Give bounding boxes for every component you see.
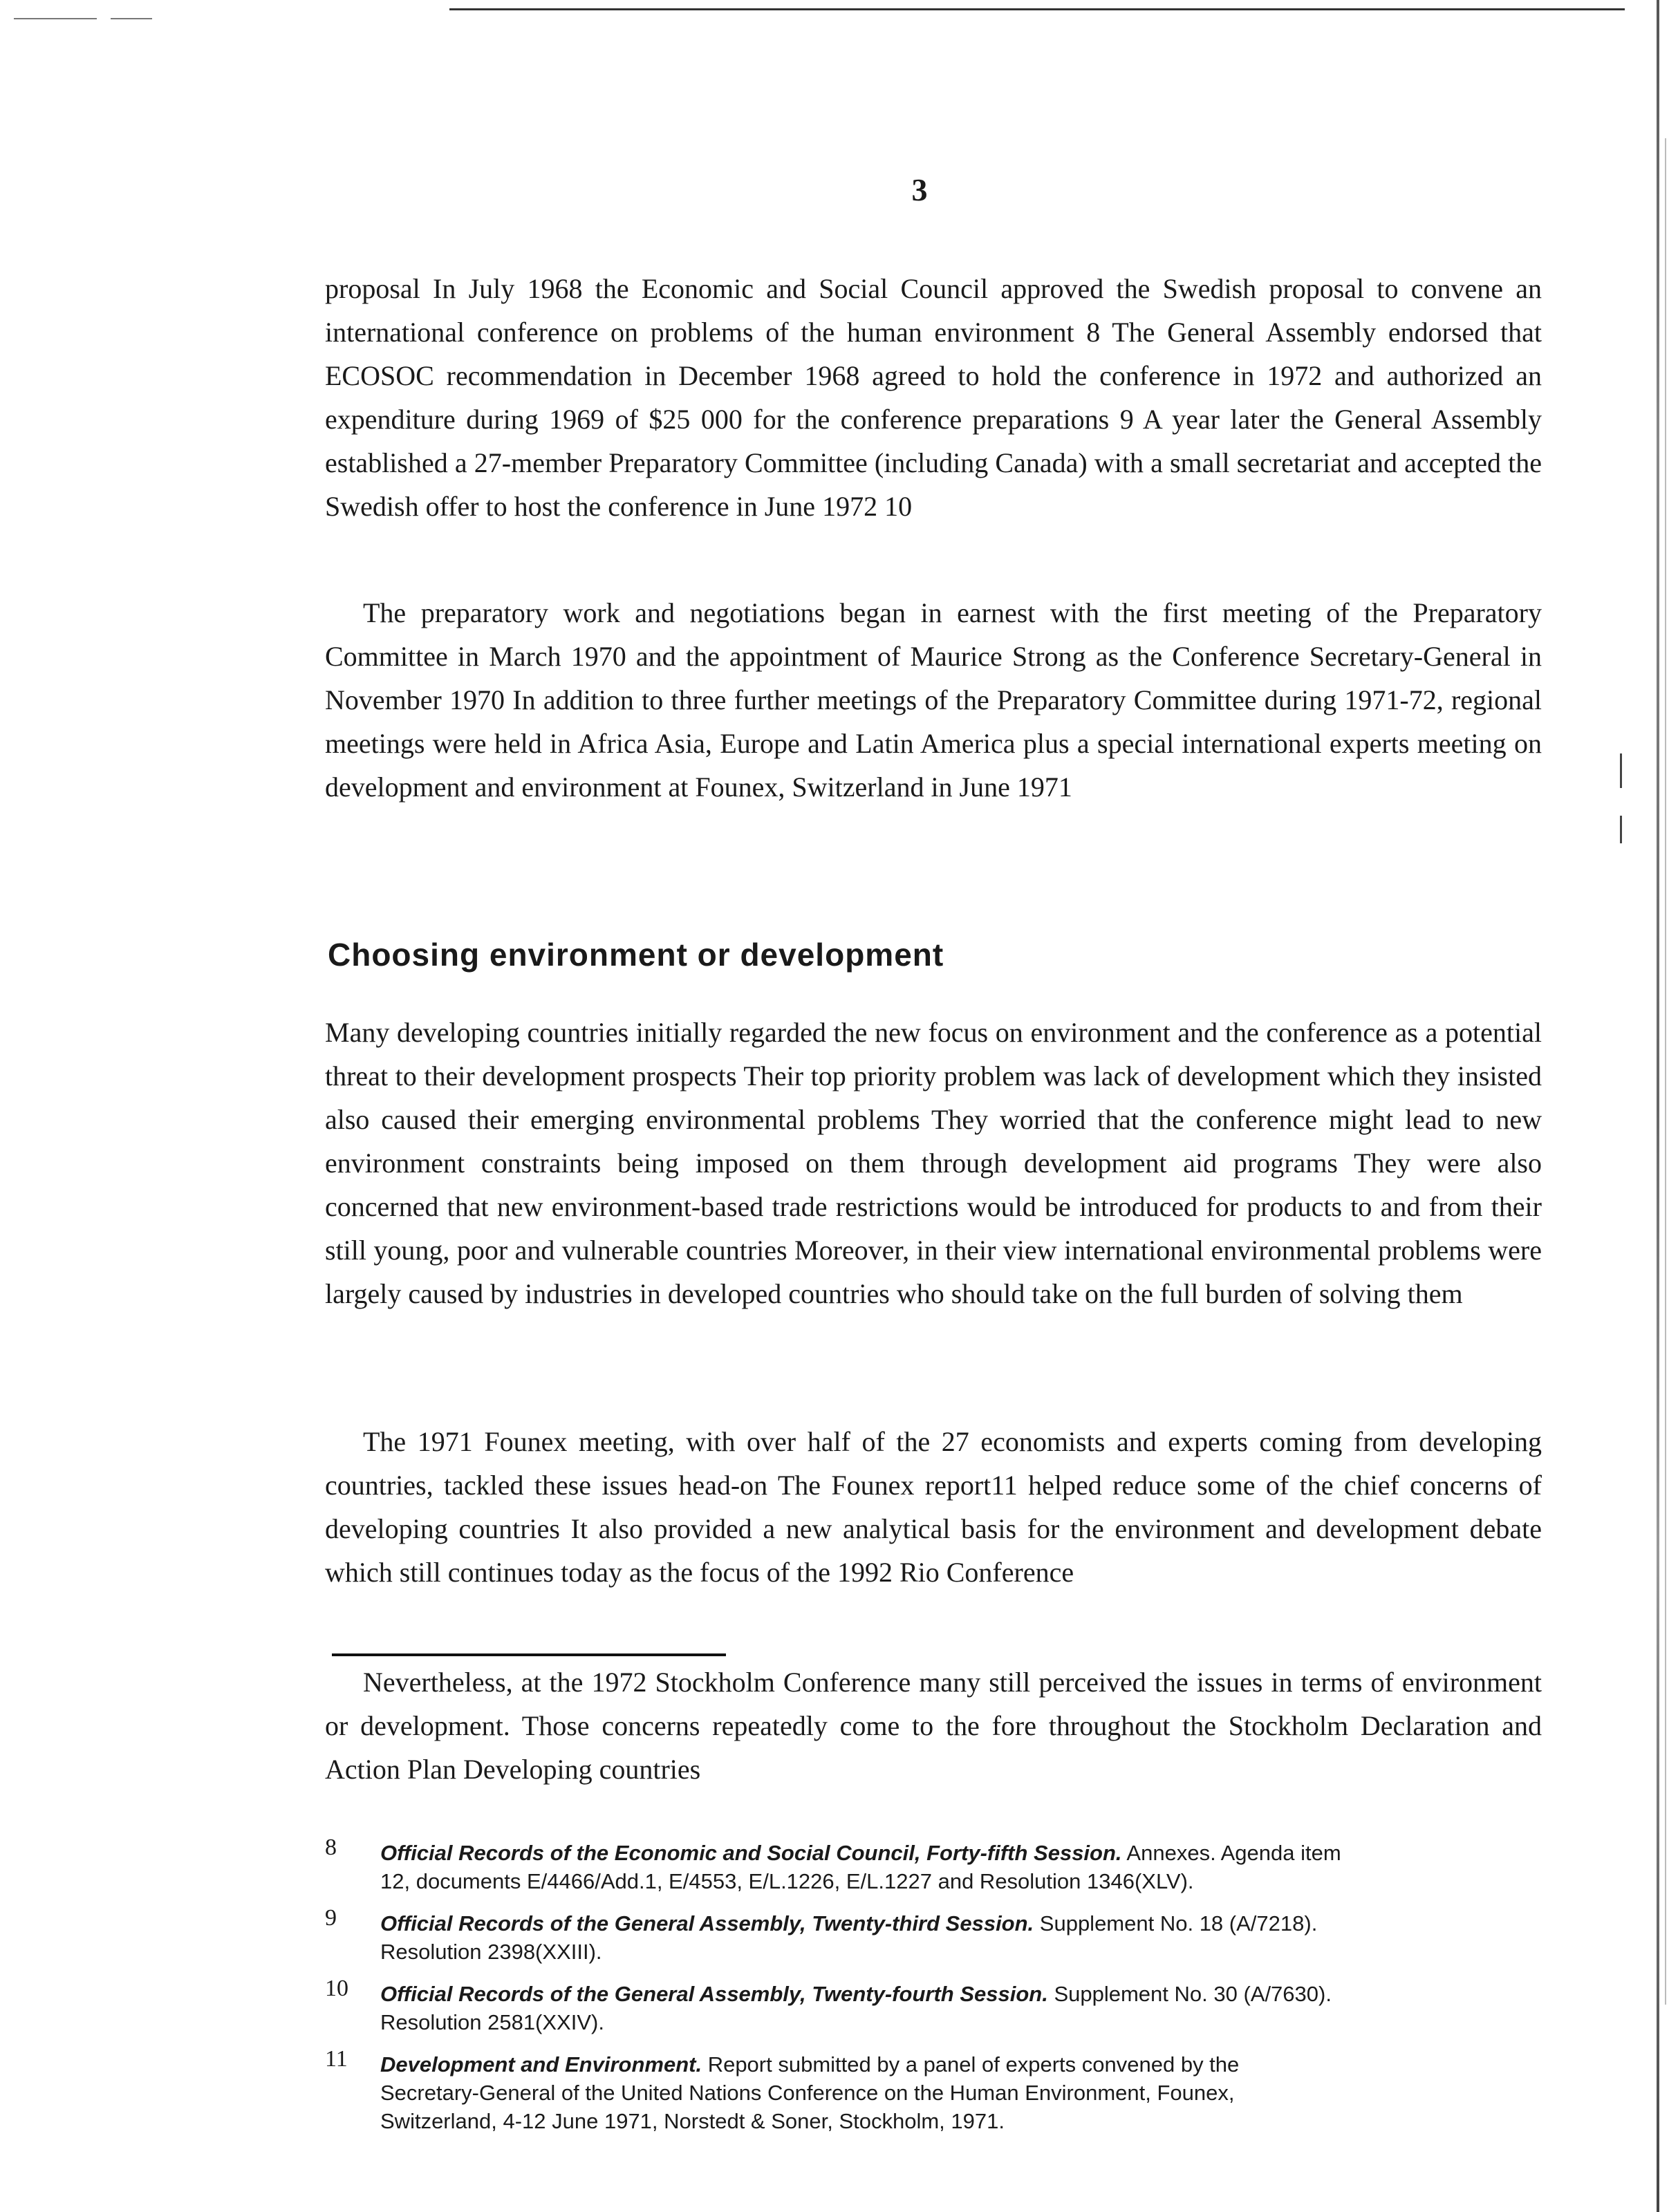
scan-speck xyxy=(14,18,97,19)
scan-artifact-line xyxy=(449,8,1625,10)
scan-right-edge xyxy=(1644,0,1678,2212)
footnotes xyxy=(325,1835,1549,2149)
footnote-source: Official Records of the Economic and Social Council, Forty-fifth Session. xyxy=(380,1841,1122,1865)
body-paragraph: The preparatory work and negotiations began in earnest with the first meeting of the Preparatory Committee in March 1970 and the appointment of Maurice Strong as the Conference Secretary-General in November 1970 In addition to three further meetings of the Preparatory Committee during 1971-72, regional meetings were held in Africa Asia, Europe and Latin America plus a special international experts meeting on development and environment at Founex, Switzerland in June 1971 xyxy=(325,597,1542,803)
footnote-source: Development and Environment. xyxy=(380,2052,702,2077)
footnote-source: Official Records of the General Assembly, Twenty-fourth Session. xyxy=(380,1982,1048,2006)
body-paragraph: Nevertheless, at the 1972 Stockholm Conference many still perceived the issues in terms of environment or development. Those concerns repeatedly come to the fore throughout the Stockholm Declaration and Action Plan Developing countries xyxy=(325,1667,1542,1785)
footnote xyxy=(325,1905,1549,1966)
footnote-details: Supplement No. 18 (A/7218). Resolution 2398(XXIII). xyxy=(380,1911,1318,1964)
footnote-details: Supplement No. 30 (A/7630). Resolution 2581(XXIV). xyxy=(380,1982,1332,2034)
footnote-details: Report submitted by a panel of experts convened by the Secretary-General of the United Nations Conference on the Human Environment, Founex, Switzerland, 4-12 June 1971, Norstedt & Soner, Stockholm, 1971. xyxy=(380,2052,1240,2133)
footnote-number: 11 xyxy=(325,2046,348,2072)
page-edge-shadow xyxy=(1657,0,1659,2212)
footnote-number: 9 xyxy=(325,1905,337,1931)
page-number: 3 xyxy=(911,172,928,207)
footnote-details: Annexes. Agenda item 12, documents E/4466/Add.1, E/4553, E/L.1226, E/L.1227 and Resolution 1346(XLV). xyxy=(380,1841,1341,1893)
footnote xyxy=(325,2046,1549,2135)
body-paragraph: The 1971 Founex meeting, with over half of the 27 economists and experts coming from developing countries, tackled these issues head-on The Founex report11 helped reduce some of the chief concerns of developing countries It also provided a new analytical basis for the environment and development debate which still continues today as the focus of the 1992 Rio Conference xyxy=(325,1426,1542,1588)
footnote-separator xyxy=(332,1653,726,1656)
page-edge-shadow xyxy=(1665,138,1666,2005)
margin-mark xyxy=(1620,753,1622,788)
body-paragraph: Many developing countries initially regarded the new focus on environment and the conference as a potential threat to their development prospects Their top priority problem was lack of development which they insisted also caused their emerging environmental problems They worried that the conference might lead to new environment constraints being imposed on them through development aid programs They were also concerned that new environment-based trade restrictions would be introduced for products to and from their still young, poor and vulnerable countries Moreover, in their view international environmental problems were largely caused by industries in developed countries who should take on the full burden of solving them xyxy=(325,1017,1542,1309)
scan-top-edge xyxy=(0,0,1639,30)
section-heading: Choosing environment or development xyxy=(328,937,944,973)
footnote-number: 10 xyxy=(325,1976,348,2001)
footnote-source: Official Records of the General Assembly, Twenty-third Session. xyxy=(380,1911,1034,1936)
footnote-number: 8 xyxy=(325,1835,337,1860)
margin-mark xyxy=(1620,816,1622,843)
scan-speck xyxy=(111,18,152,19)
footnote xyxy=(325,1976,1549,2036)
footnote xyxy=(325,1835,1549,1895)
body-paragraph: proposal In July 1968 the Economic and Social Council approved the Swedish proposal to convene an international conference on problems of the human environment 8 The General Assembly endorsed that ECOSOC recommendation in December 1968 agreed to hold the conference in 1972 and authorized an expenditure during 1969 of $25 000 for the conference preparations 9 A year later the General Assembly established a 27-member Preparatory Committee (including Canada) with a small secretariat and accepted the Swedish offer to host the conference in June 1972 10 xyxy=(325,273,1542,522)
